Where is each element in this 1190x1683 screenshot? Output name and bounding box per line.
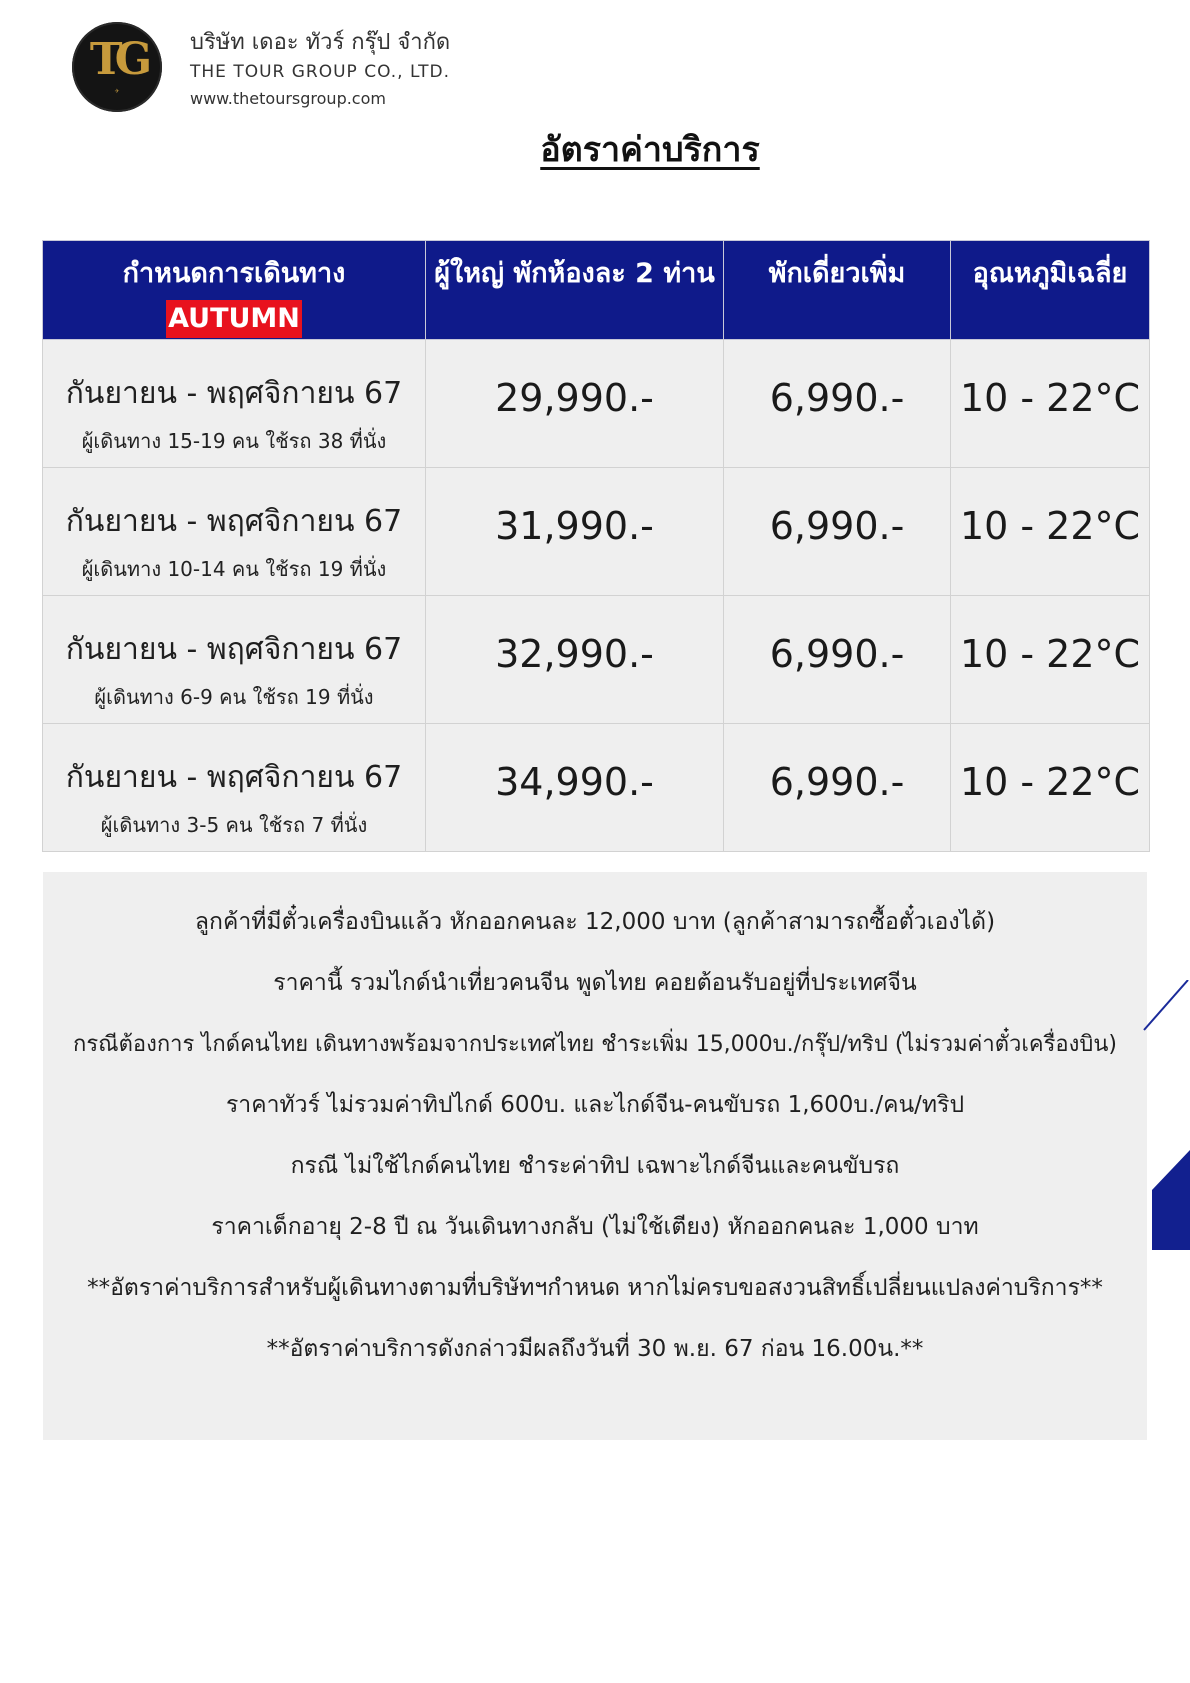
period-range: กันยายน - พฤศจิกายน 67: [65, 375, 403, 411]
page-title: อัตราค่าบริการ: [540, 130, 760, 170]
conditions-panel: [43, 872, 1147, 1440]
rates-table: [42, 240, 1150, 852]
average-temperature: 10 - 22°C: [951, 596, 1150, 724]
note-line: ราคาเด็กอายุ 2-8 ปี ณ วันเดินทางกลับ (ไม่ใช้เตียง) หักออกคนละ 1,000 บาท: [211, 1214, 979, 1240]
single-supplement: 6,990.-: [724, 468, 951, 596]
header-temp: อุณหภูมิเฉลี่ย: [951, 241, 1150, 340]
table-row: [43, 340, 1150, 468]
table-row: [43, 724, 1150, 852]
table-header-row: [43, 241, 1150, 340]
logo-caption: ✈: [114, 88, 120, 95]
company-name-en: THE TOUR GROUP CO., LTD.: [190, 62, 450, 83]
header-period-label: กำหนดการเดินทาง: [122, 258, 346, 289]
average-temperature: 10 - 22°C: [951, 724, 1150, 852]
adult-price: 34,990.-: [426, 724, 724, 852]
adult-price: 29,990.-: [426, 340, 724, 468]
company-info: [190, 30, 450, 108]
logo-letters: TG: [89, 34, 145, 85]
group-size: ผู้เดินทาง 15-19 คน ใช้รถ 38 ที่นั่ง: [81, 428, 387, 453]
company-name-th: บริษัท เดอะ ทัวร์ กรุ๊ป จำกัด: [190, 30, 451, 55]
period-cell: [43, 724, 426, 852]
company-website[interactable]: www.thetoursgroup.com: [190, 88, 386, 108]
note-line: **อัตราค่าบริการสำหรับผู้เดินทางตามที่บริษัทฯกำหนด หากไม่ครบขอสงวนสิทธิ์เปลี่ยนแปลงค่าบริการ**: [87, 1275, 1103, 1301]
group-size: ผู้เดินทาง 10-14 คน ใช้รถ 19 ที่นั่ง: [81, 556, 387, 581]
header-adult: ผู้ใหญ่ พักห้องละ 2 ท่าน: [426, 241, 724, 340]
table-row: [43, 596, 1150, 724]
average-temperature: 10 - 22°C: [951, 468, 1150, 596]
header-single: พักเดี่ยวเพิ่ม: [724, 241, 951, 340]
season-badge: AUTUMN: [166, 300, 302, 338]
company-logo: [72, 22, 162, 112]
table-row: [43, 468, 1150, 596]
note-line: ลูกค้าที่มีตั๋วเครื่องบินแล้ว หักออกคนละ 12,000 บาท (ลูกค้าสามารถซื้อตั๋วเองได้): [194, 909, 996, 935]
period-cell: [43, 340, 426, 468]
group-size: ผู้เดินทาง 3-5 คน ใช้รถ 7 ที่นั่ง: [100, 812, 368, 837]
note-line: ราคาทัวร์ ไม่รวมค่าทิปไกด์ 600บ. และไกด์จีน-คนขับรถ 1,600บ./คน/ทริป: [225, 1092, 965, 1118]
note-line: กรณีต้องการ ไกด์คนไทย เดินทางพร้อมจากประเทศไทย ชำระเพิ่ม 15,000บ./กรุ๊ป/ทริป (ไม่รวมค่าตั๋วเครื่องบิน): [73, 1032, 1117, 1057]
note-line: กรณี ไม่ใช้ไกด์คนไทย ชำระค่าทิป เฉพาะไกด์จีนและคนขับรถ: [290, 1153, 900, 1179]
period-cell: [43, 596, 426, 724]
period-range: กันยายน - พฤศจิกายน 67: [65, 631, 403, 667]
single-supplement: 6,990.-: [724, 340, 951, 468]
adult-price: 31,990.-: [426, 468, 724, 596]
note-line: ราคานี้ รวมไกด์นำเที่ยวคนจีน พูดไทย คอยต้อนรับอยู่ที่ประเทศจีน: [273, 970, 917, 996]
single-supplement: 6,990.-: [724, 724, 951, 852]
period-range: กันยายน - พฤศจิกายน 67: [65, 503, 403, 539]
header-period: [43, 241, 426, 340]
period-cell: [43, 468, 426, 596]
corner-decoration: [1140, 980, 1190, 1260]
note-line: **อัตราค่าบริการดังกล่าวมีผลถึงวันที่ 30 พ.ย. 67 ก่อน 16.00น.**: [266, 1336, 924, 1362]
group-size: ผู้เดินทาง 6-9 คน ใช้รถ 19 ที่นั่ง: [94, 684, 374, 709]
single-supplement: 6,990.-: [724, 596, 951, 724]
period-range: กันยายน - พฤศจิกายน 67: [65, 759, 403, 795]
average-temperature: 10 - 22°C: [951, 340, 1150, 468]
adult-price: 32,990.-: [426, 596, 724, 724]
